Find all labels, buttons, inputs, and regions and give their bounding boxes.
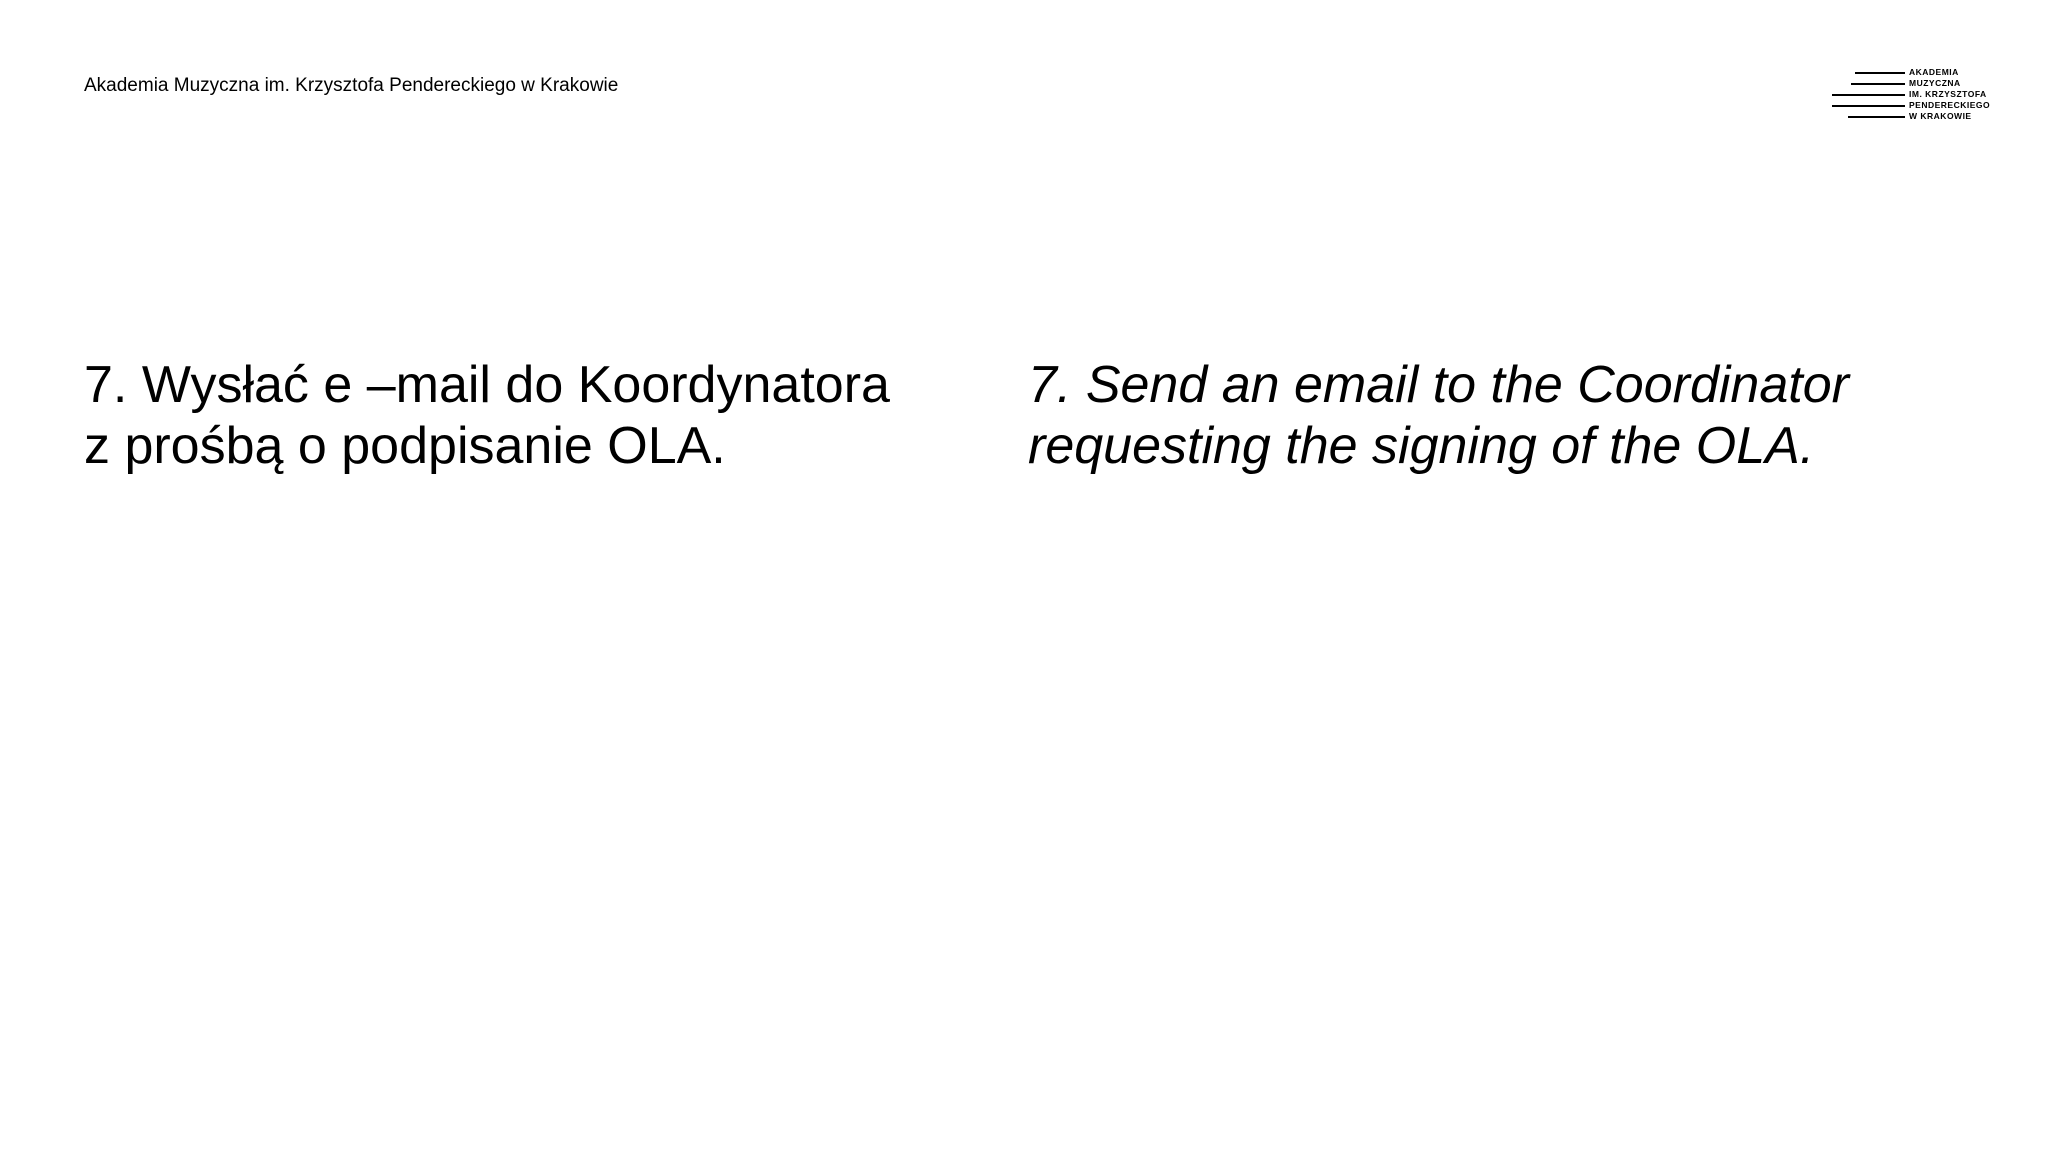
logo-line [1851, 83, 1905, 85]
english-instruction-line-2: requesting the signing of the OLA. [1028, 417, 1815, 475]
polish-instruction [84, 355, 890, 477]
logo-line [1848, 116, 1905, 118]
logo-text: AKADEMIA [1909, 67, 1959, 77]
academy-logo [1820, 66, 2020, 126]
polish-instruction-line-1: 7. Wysłać e –mail do Koordynatora [84, 356, 890, 414]
logo-text: W KRAKOWIE [1909, 111, 1972, 121]
logo-text: IM. KRZYSZTOFA [1909, 89, 1987, 99]
polish-instruction-line-2: z prośbą o podpisanie OLA. [84, 417, 726, 475]
english-instruction-line-1: 7. Send an email to the Coordinator [1028, 356, 1849, 414]
logo-row [1820, 110, 2020, 122]
logo-line [1832, 94, 1905, 96]
logo-line [1832, 105, 1905, 107]
logo-text: MUZYCZNA [1909, 78, 1961, 88]
page-header-title: Akademia Muzyczna im. Krzysztofa Pendereckiego w Krakowie [84, 75, 619, 96]
english-instruction [1028, 355, 1849, 477]
logo-text: PENDERECKIEGO [1909, 100, 1991, 110]
logo-line [1855, 72, 1905, 74]
